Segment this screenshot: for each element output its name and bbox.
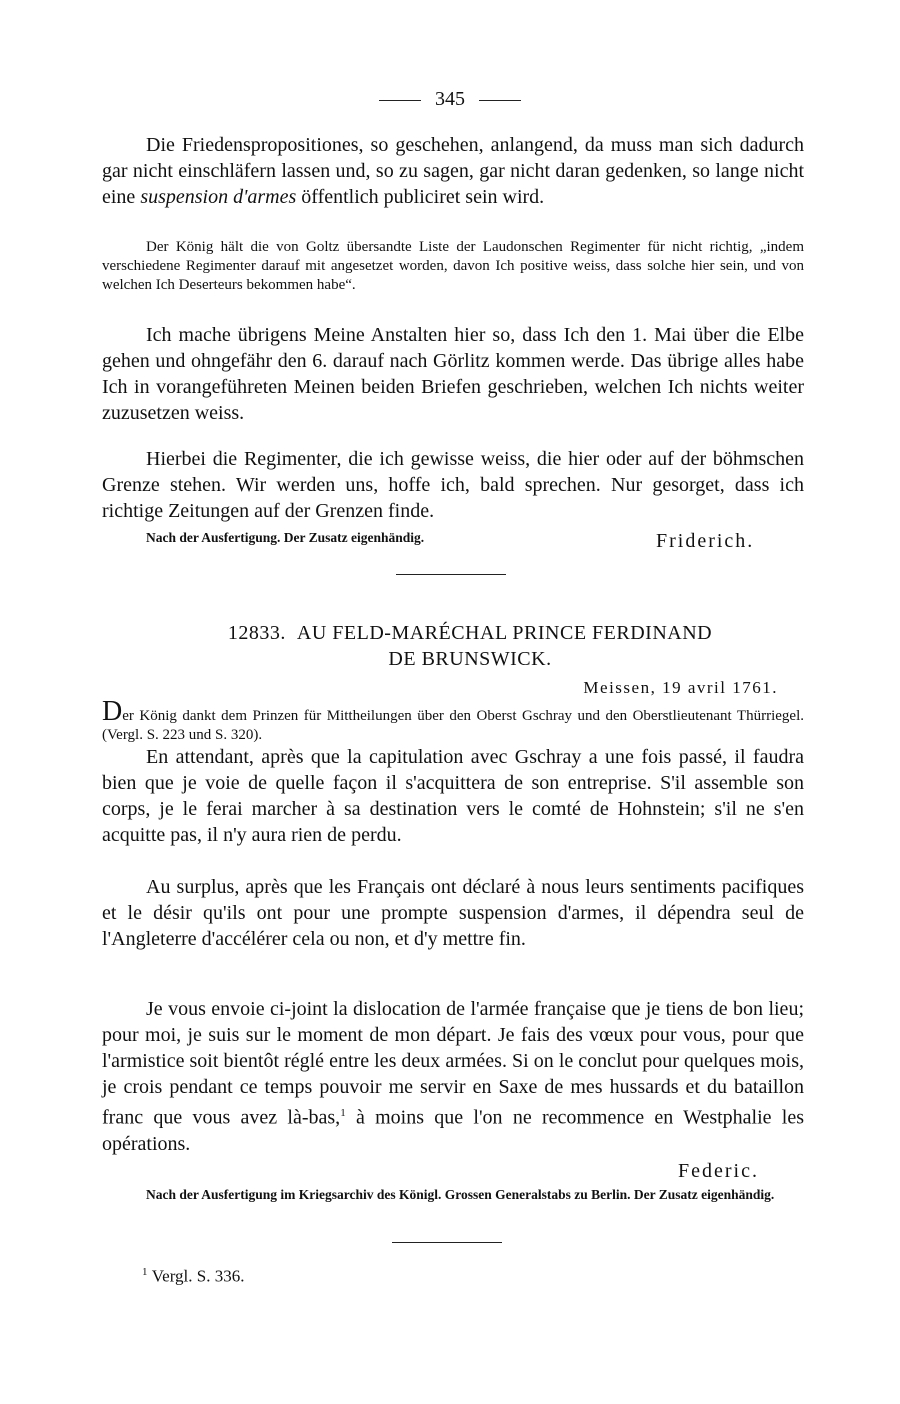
italic-phrase: suspension d'armes: [140, 186, 297, 208]
header-rule-left: [379, 100, 421, 101]
place-date: Meissen, 19 avril 1761.: [583, 678, 778, 697]
letter1-paragraph-3: Hierbei die Regimenter, die ich gewisse weiss, die hier oder auf der böhmschen Grenze stehen. Wir werden uns, hoffe ich, bald sprechen. Nur gesorget, dass ich richtige Zeitungen auf der Grenzen finde.: [102, 448, 804, 522]
footnote-number: 1: [142, 1266, 148, 1278]
letter1-paragraph-2: Ich mache übrigens Meine Anstalten hier so, dass Ich den 1. Mai über die Elbe gehen und ohngefähr den 6. darauf nach Görlitz kommen werde. Das übrige alles habe Ich in vorangeführeten Meinen beiden Briefen geschrieben, welchen Ich nichts weiter zuzusetzen weiss.: [102, 324, 804, 424]
letter1-paragraph-1: Die Friedenspropositiones, so geschehen, anlangend, da muss man sich dadurch gar nicht einschläfern lassen und, so zu sagen, gar nicht daran gedenken, so lange nicht eine suspension d'armes öffentlich publiciret sein wird.: [102, 134, 804, 208]
letter-title-line2: DE BRUNSWICK.: [388, 648, 552, 670]
letter2-paragraph-3: Je vous envoie ci-joint la dislocation de l'armée française que je tiens de bon lieu; pour moi, je suis sur le moment de mon départ. Je fais des vœux pour vous, pour que l'armistice soit bientôt réglé entre les deux armées. Si on le conclut pour quelques mois, je crois pendant ce temps pouvoir me servir en Saxe de mes hussards et du bataillon franc que vous avez là-bas,$^1$ à moins que l'on ne recommence en Westphalie les opérations.: [102, 998, 805, 1155]
page-header: [0, 88, 900, 111]
header-rule-right: [479, 100, 521, 101]
footnote: [142, 1266, 244, 1287]
page-number: 345: [435, 88, 465, 110]
footnote-marker: 1: [340, 1107, 346, 1119]
letter-title-line1: AU FELD-MARÉCHAL PRINCE FERDINAND: [296, 622, 713, 644]
letter1-signature: Friderich.: [656, 530, 755, 552]
letter2-paragraph-1: En attendant, après que la capitulation avec Gschray a une fois passé, il faudra bien que je voie de quelle façon il s'acquittera de son entreprise. S'il assemble son corps, je le ferai marcher à sa destination vers le comté de Hohnstein; s'il ne s'en acquitte pas, il n'y aura rien de perdu.: [102, 746, 804, 846]
letter2-source-note: Nach der Ausfertigung im Kriegsarchiv des Königl. Grossen Generalstabs zu Berlin. Der Zusatz eigenhändig.: [146, 1187, 775, 1202]
footnote-text: Vergl. S. 336.: [151, 1266, 245, 1286]
letter2-signature: Federic.: [678, 1160, 759, 1182]
letter1-editorial-note: Der König hält die von Goltz übersandte Liste der Laudonschen Regimenter für nicht richtig, „indem verschiedene Regimenter darauf mit angesetzet worden, davon Ich positive weiss, dass solche hier sein, und von welchen Ich Deserteurs bekommen habe“.: [102, 239, 804, 293]
letter1-source-note: Nach der Ausfertigung. Der Zusatz eigenhändig.: [146, 530, 425, 545]
footnote-separator: [392, 1242, 502, 1243]
letter2-paragraph-2: Au surplus, après que les Français ont déclaré à nous leurs sentiments pacifiques et le désir qu'ils ont pour une prompte suspension d'armes, il dépendra seul de l'Angleterre d'accélérer cela ou non, et d'y mettre fin.: [102, 876, 804, 950]
letter2-heading: [150, 620, 790, 672]
letter2-summary: Der König dankt dem Prinzen für Mittheilungen über den Oberst Gschray und den Oberstlieutenant Thürriegel. (Vergl. S. 223 und S. 320).: [102, 696, 804, 743]
section-separator: [396, 574, 506, 575]
drop-cap: D: [102, 696, 123, 727]
letter-number: 12833.: [227, 622, 286, 644]
